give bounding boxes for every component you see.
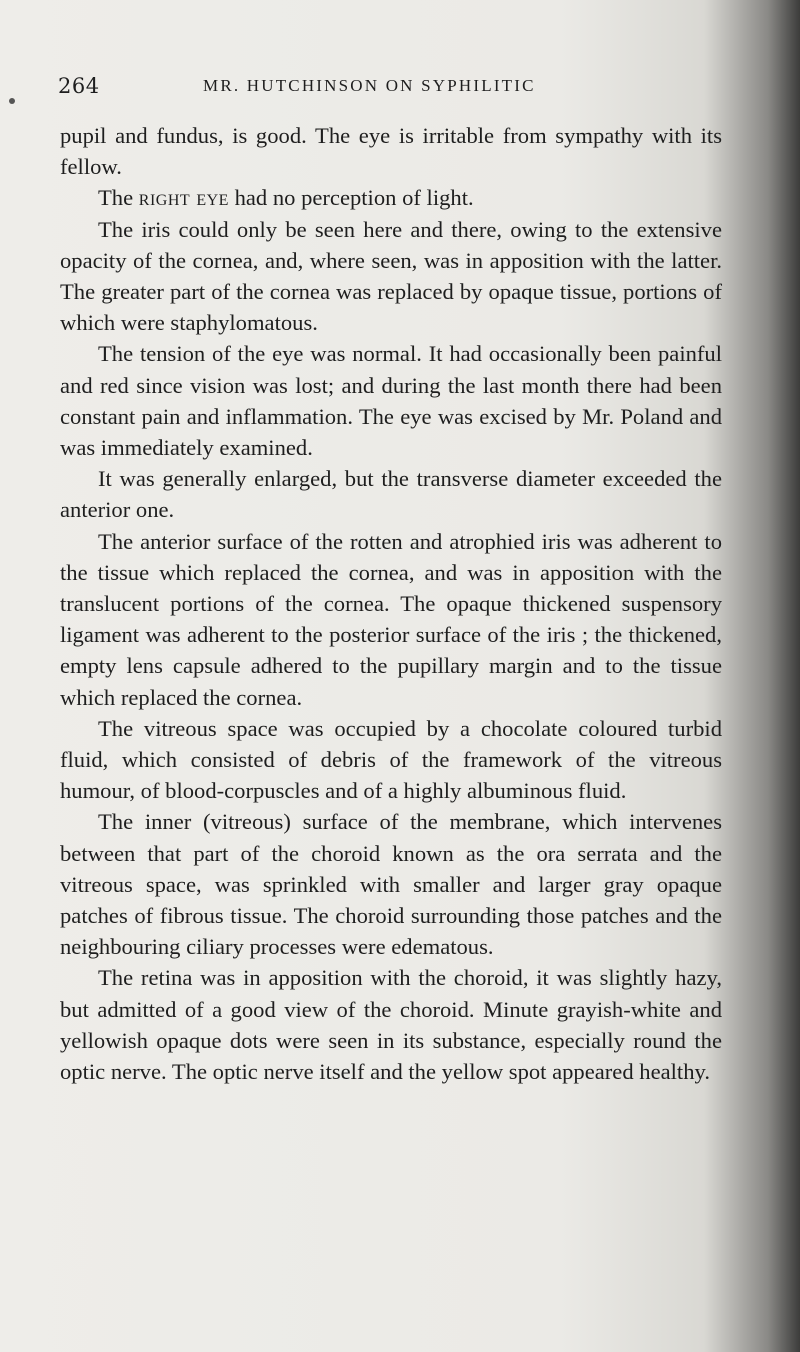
right-eye-heading: right eye xyxy=(138,185,229,211)
paragraph-2-after: had no perception of light. xyxy=(228,185,474,211)
paragraph-6: The anterior surface of the rotten and atrophied iris was adherent to the tissue which replaced the cornea, and was in apposition with the translucent portions of the cornea. The opaque thickened suspensory ligament was adherent to the posterior surface of the iris ; the thickened, empty lens capsule adhered to the pupillary margin and to the tissue which replaced the cornea. xyxy=(60,528,722,710)
paragraph-4: The tension of the eye was normal. It had occasionally been painful and red since vision was lost; and during the last month there had been constant pain and inflammation. The eye was excised by Mr. Poland and was immediately examined. xyxy=(60,341,722,461)
paragraph-2 xyxy=(60,182,722,213)
print-speck xyxy=(9,98,15,104)
page-number: 264 xyxy=(58,74,100,98)
paragraph-8: The inner (vitreous) surface of the membrane, which intervenes between that part of the choroid known as the ora serrata and the vitreous space, was sprinkled with smaller and larger gray opaque patches of fibrous tissue. The choroid surrounding those patches and the neighbouring ciliary processes were edematous. xyxy=(60,809,722,960)
running-head: MR. HUTCHINSON ON SYPHILITIC xyxy=(203,76,536,95)
paragraph-2-before: The xyxy=(98,185,139,211)
paragraph-3: The iris could only be seen here and there, owing to the extensive opacity of the cornea, and, where seen, was in apposition with the latter. The greater part of the cornea was replaced by opaque tissue, portions of which were staphylomatous. xyxy=(60,216,722,336)
paragraph-9: The retina was in apposition with the choroid, it was slightly hazy, but admitted of a good view of the choroid. Minute grayish-white and yellowish opaque dots were seen in its substance, especially round the optic nerve. The optic nerve itself and the yellow spot appeared healthy. xyxy=(60,965,722,1085)
page-header xyxy=(58,74,718,104)
paragraph-7: The vitreous space was occupied by a chocolate coloured turbid fluid, which consisted of debris of the framework of the vitreous humour, of blood-corpuscles and of a highly albuminous fluid. xyxy=(60,715,722,804)
paragraph-5: It was generally enlarged, but the transverse diameter exceeded the anterior one. xyxy=(60,466,722,523)
body-text xyxy=(60,120,722,1087)
paragraph-1: pupil and fundus, is good. The eye is irritable from sympathy with its fellow. xyxy=(60,123,722,180)
